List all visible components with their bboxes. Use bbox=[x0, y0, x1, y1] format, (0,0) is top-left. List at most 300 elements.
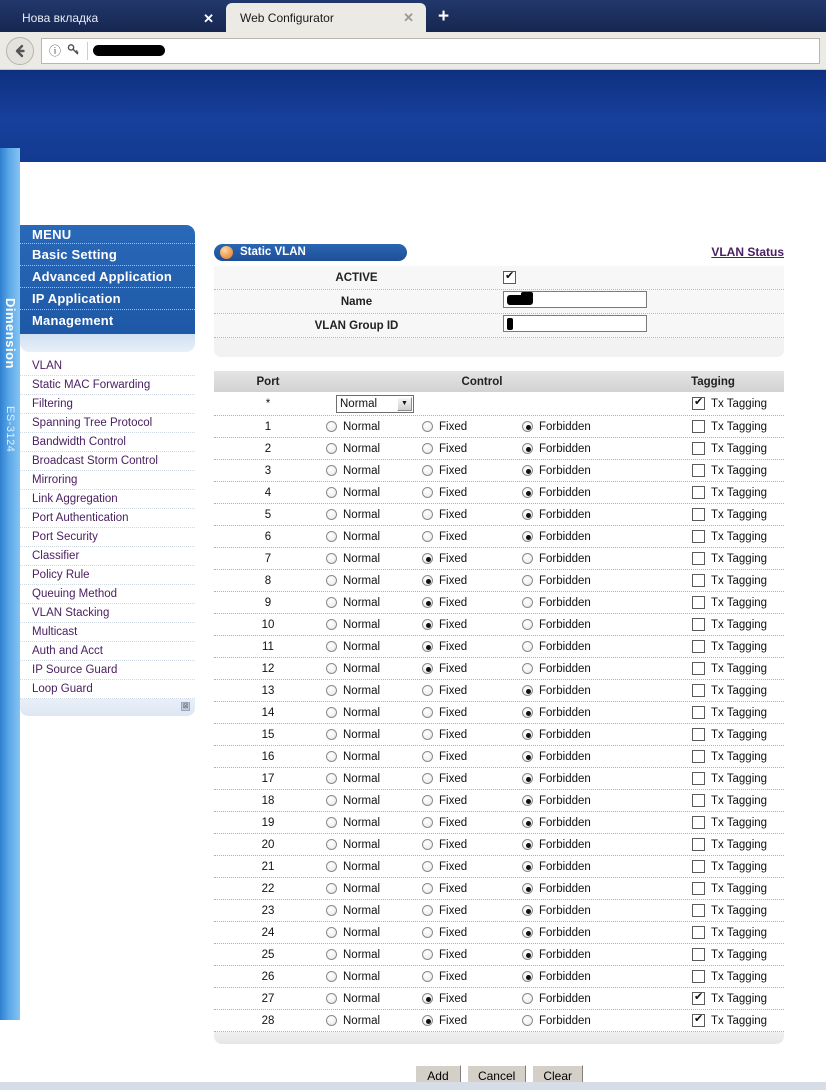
control-option-normal[interactable] bbox=[322, 487, 422, 499]
control-option-fixed[interactable] bbox=[422, 443, 522, 455]
radio-normal-icon[interactable] bbox=[326, 443, 337, 454]
radio-normal-icon[interactable] bbox=[326, 509, 337, 520]
control-option-normal[interactable] bbox=[322, 465, 422, 477]
tx-tagging-checkbox[interactable] bbox=[692, 882, 705, 895]
control-cell bbox=[322, 729, 642, 741]
browser-tab-label: Нова вкладка bbox=[22, 11, 99, 25]
info-icon[interactable]: ⓘ bbox=[48, 44, 61, 58]
sidebar-item-auth-and-acct[interactable]: Auth and Acct bbox=[20, 642, 195, 661]
sidebar-item-spanning-tree-protocol[interactable]: Spanning Tree Protocol bbox=[20, 414, 195, 433]
radio-forbidden-icon[interactable] bbox=[522, 861, 533, 872]
control-option-forbidden[interactable] bbox=[522, 487, 622, 499]
control-option-label: Normal bbox=[343, 508, 381, 521]
tx-tagging-checkbox[interactable] bbox=[692, 794, 705, 807]
close-icon[interactable]: ✕ bbox=[203, 10, 214, 26]
radio-fixed-icon[interactable] bbox=[422, 729, 433, 740]
control-option-label: Fixed bbox=[439, 486, 468, 499]
control-option-normal[interactable] bbox=[322, 773, 422, 785]
radio-fixed-icon[interactable] bbox=[422, 685, 433, 696]
radio-forbidden-icon[interactable] bbox=[522, 795, 533, 806]
radio-fixed-icon[interactable] bbox=[422, 817, 433, 828]
control-option-fixed[interactable] bbox=[422, 839, 522, 851]
control-option-fixed[interactable] bbox=[422, 421, 522, 433]
radio-forbidden-icon[interactable] bbox=[522, 971, 533, 982]
radio-forbidden-icon[interactable] bbox=[522, 993, 533, 1004]
table-row bbox=[214, 702, 784, 724]
table-row bbox=[214, 746, 784, 768]
control-option-fixed[interactable] bbox=[422, 729, 522, 741]
tx-tagging-label: Tx Tagging bbox=[711, 574, 768, 587]
control-option-forbidden[interactable] bbox=[522, 927, 622, 939]
control-option-normal[interactable] bbox=[322, 971, 422, 983]
tx-tagging-checkbox[interactable] bbox=[692, 728, 705, 741]
radio-forbidden-icon[interactable] bbox=[522, 663, 533, 674]
control-option-forbidden[interactable] bbox=[522, 839, 622, 851]
control-option-forbidden[interactable] bbox=[522, 883, 622, 895]
control-option-forbidden[interactable] bbox=[522, 949, 622, 961]
tx-tagging-checkbox-all[interactable] bbox=[692, 397, 705, 410]
clear-button[interactable]: Clear bbox=[532, 1065, 583, 1086]
control-option-normal[interactable] bbox=[322, 707, 422, 719]
table-footer bbox=[214, 1032, 784, 1044]
tx-tagging-checkbox[interactable] bbox=[692, 816, 705, 829]
active-checkbox[interactable] bbox=[503, 271, 516, 284]
browser-navbar bbox=[0, 32, 826, 70]
tx-tagging-checkbox[interactable] bbox=[692, 486, 705, 499]
control-option-normal[interactable] bbox=[322, 509, 422, 521]
control-option-normal[interactable] bbox=[322, 861, 422, 873]
radio-fixed-icon[interactable] bbox=[422, 1015, 433, 1026]
radio-forbidden-icon[interactable] bbox=[522, 421, 533, 432]
control-option-normal[interactable] bbox=[322, 839, 422, 851]
chevron-down-icon[interactable]: ▼ bbox=[397, 397, 412, 411]
radio-normal-icon[interactable] bbox=[326, 729, 337, 740]
control-option-fixed[interactable] bbox=[422, 575, 522, 587]
main-content bbox=[214, 242, 784, 1044]
tagging-cell bbox=[642, 750, 784, 763]
control-option-fixed[interactable] bbox=[422, 619, 522, 631]
radio-normal-icon[interactable] bbox=[326, 905, 337, 916]
radio-fixed-icon[interactable] bbox=[422, 487, 433, 498]
control-option-forbidden[interactable] bbox=[522, 1015, 622, 1027]
vlan-group-id-input[interactable] bbox=[503, 315, 647, 332]
control-option-normal[interactable] bbox=[322, 597, 422, 609]
radio-normal-icon[interactable] bbox=[326, 421, 337, 432]
radio-fixed-icon[interactable] bbox=[422, 971, 433, 982]
port-label: 24 bbox=[261, 926, 275, 939]
radio-forbidden-icon[interactable] bbox=[522, 443, 533, 454]
port-label: 7 bbox=[264, 552, 272, 565]
radio-fixed-icon[interactable] bbox=[422, 861, 433, 872]
cancel-button[interactable]: Cancel bbox=[467, 1065, 526, 1086]
radio-fixed-icon[interactable] bbox=[422, 597, 433, 608]
control-option-label: Forbidden bbox=[539, 508, 591, 521]
control-option-label: Fixed bbox=[439, 1014, 468, 1027]
radio-fixed-icon[interactable] bbox=[422, 509, 433, 520]
radio-normal-icon[interactable] bbox=[326, 641, 337, 652]
control-option-fixed[interactable] bbox=[422, 861, 522, 873]
active-label: ACTIVE bbox=[335, 271, 378, 284]
radio-normal-icon[interactable] bbox=[326, 619, 337, 630]
table-row bbox=[214, 416, 784, 438]
control-option-forbidden[interactable] bbox=[522, 905, 622, 917]
tx-tagging-checkbox[interactable] bbox=[692, 992, 705, 1005]
tx-tagging-checkbox[interactable] bbox=[692, 420, 705, 433]
radio-forbidden-icon[interactable] bbox=[522, 729, 533, 740]
tx-tagging-label: Tx Tagging bbox=[711, 530, 768, 543]
back-arrow-icon[interactable] bbox=[6, 37, 34, 65]
tx-tagging-checkbox[interactable] bbox=[692, 552, 705, 565]
panel-header bbox=[214, 242, 784, 262]
radio-normal-icon[interactable] bbox=[326, 795, 337, 806]
sidebar-item-queuing-method[interactable]: Queuing Method bbox=[20, 585, 195, 604]
radio-normal-icon[interactable] bbox=[326, 465, 337, 476]
radio-normal-icon[interactable] bbox=[326, 949, 337, 960]
tx-tagging-checkbox[interactable] bbox=[692, 772, 705, 785]
control-option-normal[interactable] bbox=[322, 993, 422, 1005]
radio-fixed-icon[interactable] bbox=[422, 465, 433, 476]
sidebar-item-vlan-stacking[interactable]: VLAN Stacking bbox=[20, 604, 195, 623]
tx-tagging-label: Tx Tagging bbox=[711, 442, 768, 455]
radio-fixed-icon[interactable] bbox=[422, 553, 433, 564]
control-option-normal[interactable] bbox=[322, 905, 422, 917]
sidebar-item-static-mac-forwarding[interactable]: Static MAC Forwarding bbox=[20, 376, 195, 395]
control-option-normal[interactable] bbox=[322, 949, 422, 961]
radio-forbidden-icon[interactable] bbox=[522, 927, 533, 938]
control-option-normal[interactable] bbox=[322, 817, 422, 829]
radio-forbidden-icon[interactable] bbox=[522, 883, 533, 894]
control-option-fixed[interactable] bbox=[422, 531, 522, 543]
control-option-fixed[interactable] bbox=[422, 905, 522, 917]
tx-tagging-checkbox[interactable] bbox=[692, 618, 705, 631]
radio-fixed-icon[interactable] bbox=[422, 949, 433, 960]
sidebar-item-advanced-application[interactable]: Advanced Application bbox=[20, 265, 195, 287]
control-option-fixed[interactable] bbox=[422, 509, 522, 521]
control-option-fixed[interactable] bbox=[422, 817, 522, 829]
tx-tagging-label: Tx Tagging bbox=[711, 1014, 768, 1027]
radio-forbidden-icon[interactable] bbox=[522, 553, 533, 564]
name-input[interactable] bbox=[503, 291, 647, 308]
radio-forbidden-icon[interactable] bbox=[522, 817, 533, 828]
sidebar-item-bandwidth-control[interactable]: Bandwidth Control bbox=[20, 433, 195, 452]
setting-row-name bbox=[214, 290, 784, 314]
control-option-forbidden[interactable] bbox=[522, 597, 622, 609]
sidebar-item-port-authentication[interactable]: Port Authentication bbox=[20, 509, 195, 528]
control-option-normal[interactable] bbox=[322, 531, 422, 543]
control-option-normal[interactable] bbox=[322, 641, 422, 653]
radio-normal-icon[interactable] bbox=[326, 993, 337, 1004]
radio-forbidden-icon[interactable] bbox=[522, 773, 533, 784]
tx-tagging-checkbox[interactable] bbox=[692, 904, 705, 917]
control-option-normal[interactable] bbox=[322, 795, 422, 807]
radio-normal-icon[interactable] bbox=[326, 817, 337, 828]
sidebar-item-policy-rule[interactable]: Policy Rule bbox=[20, 566, 195, 585]
control-option-forbidden[interactable] bbox=[522, 993, 622, 1005]
port-label: 4 bbox=[264, 486, 272, 499]
radio-normal-icon[interactable] bbox=[326, 685, 337, 696]
control-option-normal[interactable] bbox=[322, 1015, 422, 1027]
control-cell bbox=[322, 839, 642, 851]
tx-tagging-checkbox[interactable] bbox=[692, 860, 705, 873]
control-option-forbidden[interactable] bbox=[522, 861, 622, 873]
control-option-normal[interactable] bbox=[322, 575, 422, 587]
sidebar-item-vlan[interactable]: VLAN bbox=[20, 357, 195, 376]
control-option-normal[interactable] bbox=[322, 729, 422, 741]
radio-normal-icon[interactable] bbox=[326, 531, 337, 542]
table-row bbox=[214, 504, 784, 526]
radio-forbidden-icon[interactable] bbox=[522, 531, 533, 542]
radio-fixed-icon[interactable] bbox=[422, 641, 433, 652]
tx-tagging-checkbox[interactable] bbox=[692, 464, 705, 477]
control-option-normal[interactable] bbox=[322, 927, 422, 939]
radio-forbidden-icon[interactable] bbox=[522, 487, 533, 498]
tx-tagging-label: Tx Tagging bbox=[711, 992, 768, 1005]
control-option-fixed[interactable] bbox=[422, 949, 522, 961]
control-option-fixed[interactable] bbox=[422, 993, 522, 1005]
control-option-fixed[interactable] bbox=[422, 553, 522, 565]
radio-normal-icon[interactable] bbox=[326, 773, 337, 784]
radio-normal-icon[interactable] bbox=[326, 1015, 337, 1026]
control-option-fixed[interactable] bbox=[422, 465, 522, 477]
radio-fixed-icon[interactable] bbox=[422, 619, 433, 630]
port-label: * bbox=[265, 397, 271, 410]
tagging-cell bbox=[642, 442, 784, 455]
control-option-normal[interactable] bbox=[322, 553, 422, 565]
control-option-normal[interactable] bbox=[322, 443, 422, 455]
control-option-label: Fixed bbox=[439, 574, 468, 587]
tx-tagging-label: Tx Tagging bbox=[711, 706, 768, 719]
control-option-forbidden[interactable] bbox=[522, 619, 622, 631]
control-option-normal[interactable] bbox=[322, 685, 422, 697]
control-option-fixed[interactable] bbox=[422, 597, 522, 609]
radio-fixed-icon[interactable] bbox=[422, 795, 433, 806]
radio-forbidden-icon[interactable] bbox=[522, 575, 533, 586]
tagging-cell bbox=[642, 904, 784, 917]
radio-fixed-icon[interactable] bbox=[422, 443, 433, 454]
port-label: 17 bbox=[261, 772, 275, 785]
control-option-forbidden[interactable] bbox=[522, 707, 622, 719]
sidebar-item-multicast[interactable]: Multicast bbox=[20, 623, 195, 642]
key-icon[interactable] bbox=[64, 43, 82, 59]
radio-fixed-icon[interactable] bbox=[422, 773, 433, 784]
control-option-forbidden[interactable] bbox=[522, 751, 622, 763]
radio-fixed-icon[interactable] bbox=[422, 421, 433, 432]
address-bar[interactable] bbox=[41, 38, 820, 64]
radio-normal-icon[interactable] bbox=[326, 575, 337, 586]
tx-tagging-checkbox[interactable] bbox=[692, 926, 705, 939]
radio-forbidden-icon[interactable] bbox=[522, 707, 533, 718]
radio-normal-icon[interactable] bbox=[326, 707, 337, 718]
radio-normal-icon[interactable] bbox=[326, 971, 337, 982]
control-cell bbox=[322, 531, 642, 543]
table-row bbox=[214, 658, 784, 680]
control-option-fixed[interactable] bbox=[422, 707, 522, 719]
radio-fixed-icon[interactable] bbox=[422, 663, 433, 674]
control-option-forbidden[interactable] bbox=[522, 443, 622, 455]
control-option-normal[interactable] bbox=[322, 421, 422, 433]
control-option-forbidden[interactable] bbox=[522, 773, 622, 785]
control-option-forbidden[interactable] bbox=[522, 685, 622, 697]
radio-fixed-icon[interactable] bbox=[422, 707, 433, 718]
tx-tagging-checkbox[interactable] bbox=[692, 970, 705, 983]
control-option-label: Forbidden bbox=[539, 442, 591, 455]
tx-tagging-checkbox[interactable] bbox=[692, 662, 705, 675]
radio-fixed-icon[interactable] bbox=[422, 531, 433, 542]
radio-fixed-icon[interactable] bbox=[422, 839, 433, 850]
radio-normal-icon[interactable] bbox=[326, 487, 337, 498]
control-option-fixed[interactable] bbox=[422, 751, 522, 763]
tx-tagging-checkbox[interactable] bbox=[692, 684, 705, 697]
radio-fixed-icon[interactable] bbox=[422, 927, 433, 938]
tx-tagging-label: Tx Tagging bbox=[711, 750, 768, 763]
port-label: 1 bbox=[264, 420, 272, 433]
radio-normal-icon[interactable] bbox=[326, 883, 337, 894]
radio-fixed-icon[interactable] bbox=[422, 575, 433, 586]
tx-tagging-checkbox[interactable] bbox=[692, 838, 705, 851]
radio-normal-icon[interactable] bbox=[326, 751, 337, 762]
add-button[interactable]: Add bbox=[415, 1065, 461, 1086]
control-option-forbidden[interactable] bbox=[522, 553, 622, 565]
tx-tagging-checkbox[interactable] bbox=[692, 948, 705, 961]
tagging-cell bbox=[642, 706, 784, 719]
radio-forbidden-icon[interactable] bbox=[522, 641, 533, 652]
tx-tagging-label: Tx Tagging bbox=[711, 816, 768, 829]
radio-forbidden-icon[interactable] bbox=[522, 751, 533, 762]
control-option-label: Fixed bbox=[439, 904, 468, 917]
control-cell bbox=[322, 641, 642, 653]
name-label: Name bbox=[340, 295, 373, 308]
control-select-all[interactable] bbox=[336, 395, 414, 413]
control-option-fixed[interactable] bbox=[422, 971, 522, 983]
control-option-label: Fixed bbox=[439, 882, 468, 895]
port-control-table bbox=[214, 371, 784, 1044]
radio-forbidden-icon[interactable] bbox=[522, 619, 533, 630]
setting-row-active bbox=[214, 266, 784, 290]
control-option-fixed[interactable] bbox=[422, 1015, 522, 1027]
browser-tab-active[interactable] bbox=[226, 3, 426, 32]
new-tab-icon[interactable]: + bbox=[438, 5, 450, 27]
control-option-forbidden[interactable] bbox=[522, 795, 622, 807]
port-label: 10 bbox=[261, 618, 275, 631]
tagging-cell bbox=[642, 794, 784, 807]
sidebar-main-menu bbox=[20, 225, 195, 334]
control-option-label: Normal bbox=[343, 684, 381, 697]
tagging-cell bbox=[642, 1014, 784, 1027]
control-option-label: Fixed bbox=[439, 860, 468, 873]
tx-tagging-checkbox[interactable] bbox=[692, 596, 705, 609]
control-option-forbidden[interactable] bbox=[522, 421, 622, 433]
control-cell bbox=[322, 927, 642, 939]
radio-fixed-icon[interactable] bbox=[422, 905, 433, 916]
control-option-fixed[interactable] bbox=[422, 685, 522, 697]
sidebar-item-management[interactable]: Management bbox=[20, 309, 195, 331]
radio-fixed-icon[interactable] bbox=[422, 883, 433, 894]
sidebar-item-filtering[interactable]: Filtering bbox=[20, 395, 195, 414]
control-cell bbox=[322, 1015, 642, 1027]
control-option-forbidden[interactable] bbox=[522, 817, 622, 829]
radio-normal-icon[interactable] bbox=[326, 553, 337, 564]
radio-forbidden-icon[interactable] bbox=[522, 597, 533, 608]
radio-fixed-icon[interactable] bbox=[422, 751, 433, 762]
sidebar-item-link-aggregation[interactable]: Link Aggregation bbox=[20, 490, 195, 509]
sidebar-item-mirroring[interactable]: Mirroring bbox=[20, 471, 195, 490]
browser-tab-inactive[interactable] bbox=[8, 4, 226, 32]
tx-tagging-checkbox[interactable] bbox=[692, 640, 705, 653]
control-option-fixed[interactable] bbox=[422, 795, 522, 807]
radio-forbidden-icon[interactable] bbox=[522, 509, 533, 520]
control-option-fixed[interactable] bbox=[422, 883, 522, 895]
control-option-normal[interactable] bbox=[322, 619, 422, 631]
control-option-fixed[interactable] bbox=[422, 773, 522, 785]
table-row bbox=[214, 988, 784, 1010]
radio-forbidden-icon[interactable] bbox=[522, 685, 533, 696]
control-option-label: Forbidden bbox=[539, 684, 591, 697]
control-option-fixed[interactable] bbox=[422, 663, 522, 675]
control-option-fixed[interactable] bbox=[422, 927, 522, 939]
name-redacted-value bbox=[507, 295, 533, 305]
control-option-forbidden[interactable] bbox=[522, 575, 622, 587]
radio-normal-icon[interactable] bbox=[326, 663, 337, 674]
control-option-fixed[interactable] bbox=[422, 641, 522, 653]
tagging-cell bbox=[642, 662, 784, 675]
tx-tagging-checkbox[interactable] bbox=[692, 1014, 705, 1027]
tx-tagging-checkbox[interactable] bbox=[692, 508, 705, 521]
control-option-fixed[interactable] bbox=[422, 487, 522, 499]
control-option-normal[interactable] bbox=[322, 751, 422, 763]
tx-tagging-checkbox[interactable] bbox=[692, 574, 705, 587]
sidebar-item-ip-application[interactable]: IP Application bbox=[20, 287, 195, 309]
sidebar-item-port-security[interactable]: Port Security bbox=[20, 528, 195, 547]
vlan-status-link[interactable]: VLAN Status bbox=[711, 245, 784, 259]
tx-tagging-checkbox[interactable] bbox=[692, 706, 705, 719]
radio-forbidden-icon[interactable] bbox=[522, 905, 533, 916]
sidebar-item-classifier[interactable]: Classifier bbox=[20, 547, 195, 566]
control-option-label: Normal bbox=[343, 618, 381, 631]
tagging-cell bbox=[642, 397, 784, 410]
radio-forbidden-icon[interactable] bbox=[522, 839, 533, 850]
control-option-forbidden[interactable] bbox=[522, 509, 622, 521]
radio-fixed-icon[interactable] bbox=[422, 993, 433, 1004]
tx-tagging-checkbox[interactable] bbox=[692, 750, 705, 763]
control-option-forbidden[interactable] bbox=[522, 531, 622, 543]
table-row bbox=[214, 614, 784, 636]
control-option-forbidden[interactable] bbox=[522, 971, 622, 983]
control-option-forbidden[interactable] bbox=[522, 663, 622, 675]
radio-normal-icon[interactable] bbox=[326, 597, 337, 608]
sidebar-item-loop-guard[interactable]: Loop Guard bbox=[20, 680, 195, 699]
radio-normal-icon[interactable] bbox=[326, 839, 337, 850]
radio-normal-icon[interactable] bbox=[326, 927, 337, 938]
port-label: 20 bbox=[261, 838, 275, 851]
control-option-normal[interactable] bbox=[322, 883, 422, 895]
control-option-forbidden[interactable] bbox=[522, 641, 622, 653]
tx-tagging-checkbox[interactable] bbox=[692, 530, 705, 543]
radio-forbidden-icon[interactable] bbox=[522, 465, 533, 476]
control-option-forbidden[interactable] bbox=[522, 465, 622, 477]
resize-grip-icon[interactable]: ⊠ bbox=[182, 703, 189, 710]
sidebar-item-broadcast-storm-control[interactable]: Broadcast Storm Control bbox=[20, 452, 195, 471]
tx-tagging-checkbox[interactable] bbox=[692, 442, 705, 455]
radio-normal-icon[interactable] bbox=[326, 861, 337, 872]
radio-forbidden-icon[interactable] bbox=[522, 949, 533, 960]
close-icon[interactable]: ✕ bbox=[403, 10, 414, 25]
sidebar-item-ip-source-guard[interactable]: IP Source Guard bbox=[20, 661, 195, 680]
sidebar-item-basic-setting[interactable]: Basic Setting bbox=[20, 243, 195, 265]
control-option-forbidden[interactable] bbox=[522, 729, 622, 741]
radio-forbidden-icon[interactable] bbox=[522, 1015, 533, 1026]
control-option-normal[interactable] bbox=[322, 663, 422, 675]
control-option-label: Normal bbox=[343, 640, 381, 653]
